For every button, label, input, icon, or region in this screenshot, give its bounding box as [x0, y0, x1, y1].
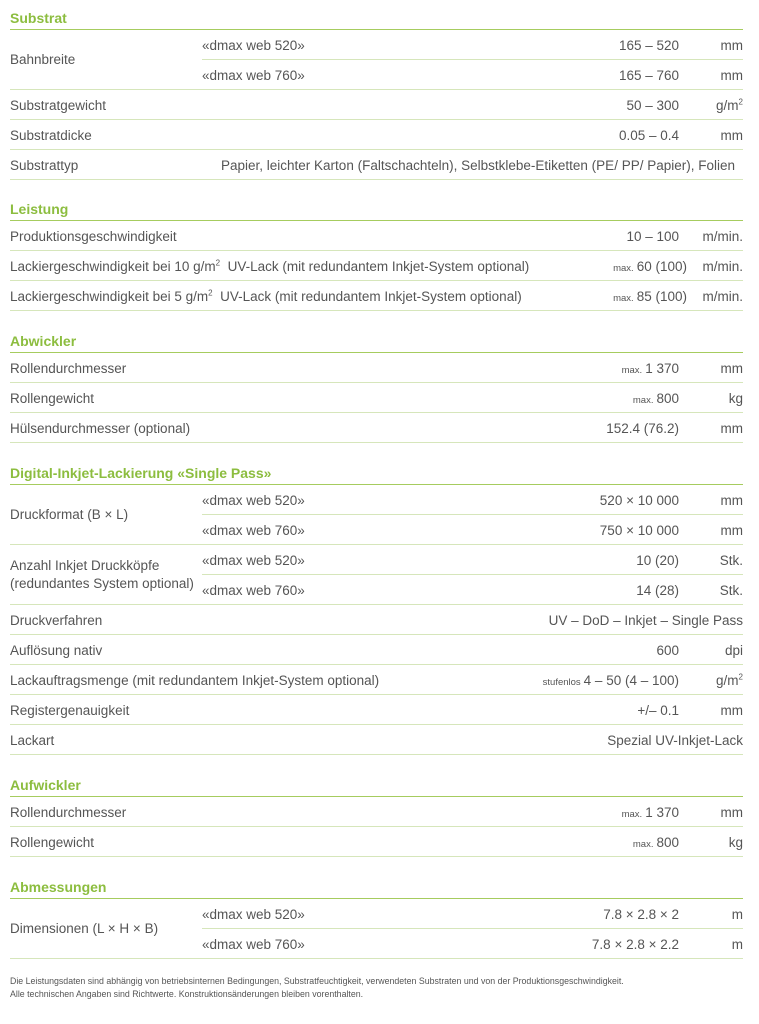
spec-value	[613, 259, 687, 274]
spec-value: 7.8 × 2.8 × 2.2	[591, 937, 679, 952]
spec-unit: m/min.	[702, 259, 743, 274]
label-text: Lackiergeschwindigkeit bei 5 g/m	[10, 289, 209, 304]
label-line: Anzahl Inkjet Druckköpfe	[10, 557, 160, 573]
label-line: (redundantes System optional)	[10, 575, 194, 591]
spec-row-huelsendurchmesser	[10, 413, 743, 443]
value-prefix: max.	[632, 839, 654, 850]
spec-value	[543, 673, 679, 688]
spec-row-druckverfahren	[10, 605, 743, 635]
label-superscript: 2	[215, 258, 221, 268]
spec-subrow	[202, 899, 743, 929]
spec-row-substratdicke	[10, 120, 743, 150]
label-text: UV-Lack (mit redundantem Inkjet-System optional)	[220, 259, 530, 274]
spec-unit: mm	[720, 703, 743, 718]
value-text: 1 370	[645, 805, 679, 820]
model-name: «dmax web 520»	[202, 907, 305, 922]
spec-label: Hülsendurchmesser (optional)	[10, 421, 191, 436]
spec-value: 165 – 760	[618, 68, 679, 83]
spec-label: Rollengewicht	[10, 391, 95, 406]
spec-value	[633, 835, 679, 850]
section-title: Abmessungen	[10, 857, 743, 899]
spec-label: Lackauftragsmenge (mit redundantem Inkjet-System optional)	[10, 673, 380, 688]
spec-sheet	[10, 0, 743, 1001]
label-text: UV-Lack (mit redundantem Inkjet-System optional)	[212, 289, 522, 304]
spec-value: 7.8 × 2.8 × 2	[603, 907, 679, 922]
spec-row-registergenauigkeit	[10, 695, 743, 725]
spec-value: 152.4 (76.2)	[606, 421, 679, 436]
section-title: Leistung	[10, 180, 743, 221]
spec-row-substrattyp	[10, 150, 743, 180]
spec-label: Rollendurchmesser	[10, 805, 127, 820]
spec-label: Substrattyp	[10, 158, 79, 173]
spec-subrow	[202, 60, 743, 89]
spec-unit: m/min.	[702, 289, 743, 304]
spec-value: 10 – 100	[626, 229, 679, 244]
spec-unit: kg	[728, 391, 743, 406]
spec-row-rollengewicht	[10, 383, 743, 413]
spec-subrow	[202, 485, 743, 515]
spec-value: UV – DoD – Inkjet – Single Pass	[548, 613, 743, 628]
value-prefix: max.	[621, 809, 643, 820]
section-title: Substrat	[10, 0, 743, 30]
spec-unit: mm	[720, 805, 743, 820]
spec-label: Bahnbreite	[10, 51, 76, 67]
spec-unit: mm	[720, 421, 743, 436]
spec-unit: mm	[720, 523, 743, 538]
spec-row-produktionsgeschwindigkeit	[10, 221, 743, 251]
spec-label	[10, 289, 522, 304]
value-prefix: max.	[613, 263, 634, 274]
section-leistung	[10, 180, 743, 311]
spec-unit	[716, 98, 743, 113]
spec-subrow	[202, 929, 743, 958]
value-text: 85 (100)	[636, 289, 687, 304]
section-title: Aufwickler	[10, 755, 743, 797]
spec-row-rollendurchmesser	[10, 353, 743, 383]
spec-value: Papier, leichter Karton (Faltschachteln), Selbstklebe-Etiketten (PE/ PP/ Papier), Folien	[221, 158, 735, 173]
spec-value: 520 × 10 000	[599, 493, 679, 508]
spec-unit: mm	[720, 68, 743, 83]
spec-row-lack10	[10, 251, 743, 281]
unit-text: g/m	[716, 673, 739, 688]
model-name: «dmax web 760»	[202, 583, 305, 598]
spec-value: 165 – 520	[618, 38, 679, 53]
section-aufwickler	[10, 755, 743, 857]
section-title: Digital-Inkjet-Lackierung «Single Pass»	[10, 443, 743, 485]
label-superscript: 2	[208, 288, 213, 298]
value-prefix: stufenlos	[542, 677, 581, 688]
spec-unit: m/min.	[702, 229, 743, 244]
spec-label: Substratgewicht	[10, 98, 107, 113]
spec-unit: kg	[728, 835, 743, 850]
footnote-line: Die Leistungsdaten sind abhängig von betriebsinternen Bedingungen, Substratfeuchtigkeit, verwendeten Substraten und von der Produktionsgeschwindigkeit.	[10, 976, 624, 986]
footnote	[10, 975, 743, 1001]
spec-subrow	[202, 30, 743, 60]
value-prefix: max.	[632, 395, 654, 406]
spec-group-druckkoepfe	[10, 545, 743, 605]
spec-value: 750 × 10 000	[599, 523, 679, 538]
unit-superscript: 2	[738, 672, 743, 682]
spec-label: Produktionsgeschwindigkeit	[10, 229, 177, 244]
model-name: «dmax web 520»	[202, 553, 305, 568]
value-text: 60 (100)	[636, 259, 687, 274]
spec-subrow	[202, 515, 743, 544]
spec-value	[633, 391, 679, 406]
section-abwickler	[10, 311, 743, 443]
spec-label: Dimensionen (L × H × B)	[10, 920, 159, 936]
spec-label: Registergenauigkeit	[10, 703, 130, 718]
spec-unit: mm	[720, 493, 743, 508]
spec-label: Rollendurchmesser	[10, 361, 127, 376]
spec-unit	[716, 673, 743, 688]
spec-row-rollengewicht	[10, 827, 743, 857]
spec-group-dimensionen	[10, 899, 743, 959]
label-text: Lackiergeschwindigkeit bei 10 g/m	[10, 259, 216, 274]
value-text: 1 370	[645, 361, 679, 376]
spec-row-rollendurchmesser	[10, 797, 743, 827]
spec-unit: Stk.	[719, 553, 743, 568]
spec-unit: mm	[720, 361, 743, 376]
spec-label: Substratdicke	[10, 128, 92, 143]
spec-label	[10, 545, 200, 604]
spec-group-druckformat	[10, 485, 743, 545]
model-name: «dmax web 760»	[202, 937, 305, 952]
model-name: «dmax web 760»	[202, 523, 305, 538]
section-digital-inkjet	[10, 443, 743, 755]
model-name: «dmax web 520»	[202, 38, 305, 53]
section-abmessungen	[10, 857, 743, 959]
spec-label: Auflösung nativ	[10, 643, 103, 658]
spec-value	[613, 289, 687, 304]
spec-unit: mm	[720, 38, 743, 53]
spec-row-lack5	[10, 281, 743, 311]
section-title: Abwickler	[10, 311, 743, 353]
spec-unit: dpi	[724, 643, 743, 658]
spec-value: +/– 0.1	[637, 703, 679, 718]
spec-value: 10 (20)	[636, 553, 679, 568]
spec-value	[622, 805, 679, 820]
value-text: 800	[656, 391, 679, 406]
model-name: «dmax web 760»	[202, 68, 305, 83]
spec-unit: m	[731, 937, 743, 952]
spec-subrow	[202, 575, 743, 604]
spec-label: Druckformat (B × L)	[10, 506, 129, 522]
spec-label: Lackart	[10, 733, 55, 748]
value-text: 800	[656, 835, 679, 850]
value-text: 4 – 50 (4 – 100)	[583, 673, 679, 688]
spec-row-lackart	[10, 725, 743, 755]
section-substrat	[10, 0, 743, 180]
spec-row-substratgewicht	[10, 90, 743, 120]
spec-value	[622, 361, 679, 376]
unit-superscript: 2	[738, 97, 743, 107]
footnote-line: Alle technischen Angaben sind Richtwerte. Konstruktionsänderungen bleiben vorenthalten.	[10, 989, 364, 999]
spec-unit: Stk.	[719, 583, 743, 598]
spec-subrow	[202, 545, 743, 575]
model-name: «dmax web 520»	[202, 493, 305, 508]
spec-value: Spezial UV-Inkjet-Lack	[607, 733, 743, 748]
value-prefix: max.	[621, 365, 643, 376]
spec-label: Druckverfahren	[10, 613, 103, 628]
spec-row-aufloesung	[10, 635, 743, 665]
spec-value: 0.05 – 0.4	[618, 128, 679, 143]
value-prefix: max.	[613, 293, 634, 304]
spec-value: 14 (28)	[636, 583, 679, 598]
spec-label: Rollengewicht	[10, 835, 95, 850]
spec-unit: m	[731, 907, 743, 922]
spec-unit: mm	[720, 128, 743, 143]
spec-value: 600	[656, 643, 679, 658]
spec-group-bahnbreite	[10, 30, 743, 90]
spec-row-lackauftragsmenge	[10, 665, 743, 695]
spec-value: 50 – 300	[626, 98, 679, 113]
spec-label	[10, 259, 529, 274]
unit-text: g/m	[716, 98, 739, 113]
